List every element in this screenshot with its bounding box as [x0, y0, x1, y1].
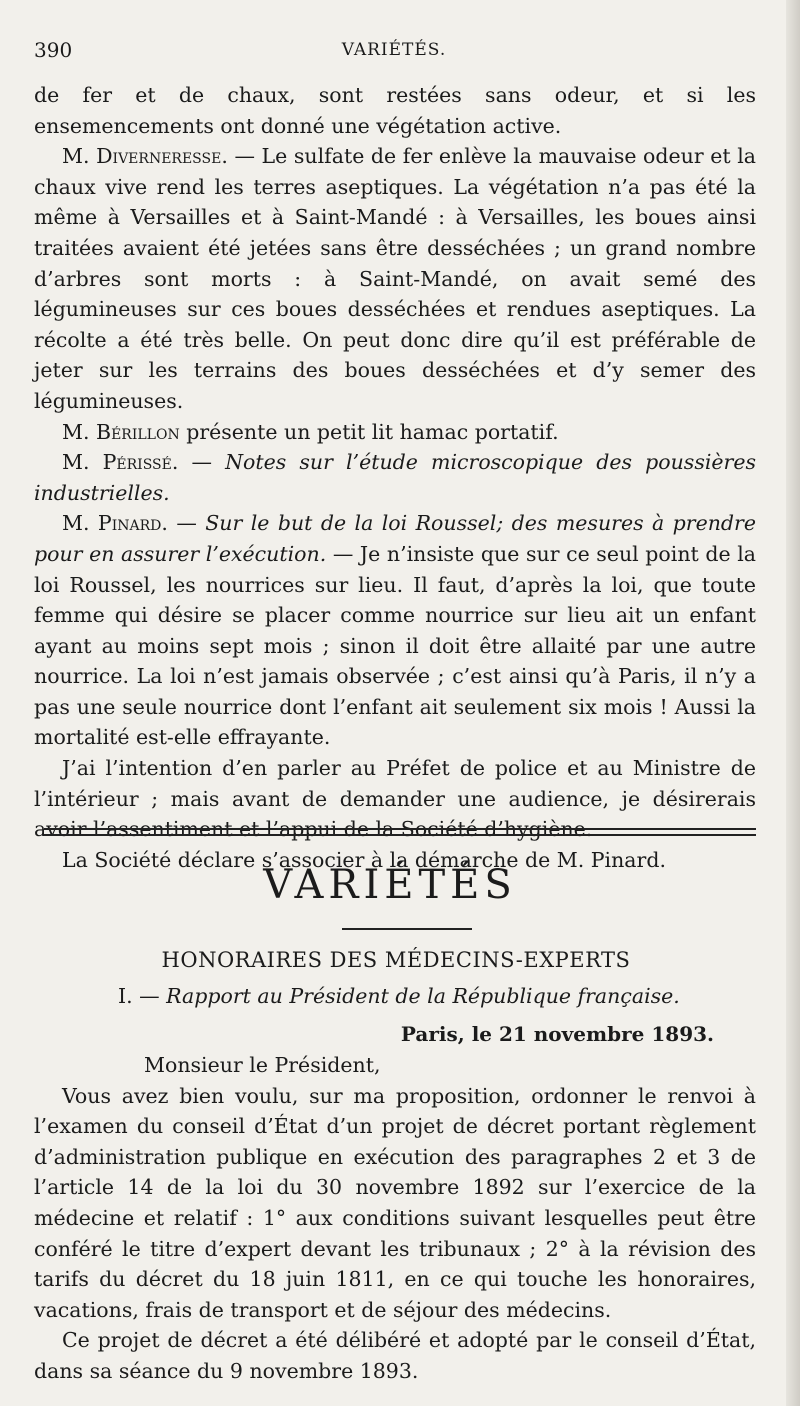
speech-text: présente un petit lit hamac portatif. [179, 419, 559, 444]
page-edge-shadow [786, 0, 800, 1406]
letter-date: Paris, le 21 novembre 1893. [400, 1022, 714, 1046]
speaker-name: M. Périssé. [62, 450, 179, 475]
double-rule-bottom [44, 834, 756, 836]
section-subtitle: HONORAIRES DES MÉDECINS-EXPERTS [161, 948, 631, 972]
paragraph-continuation: de fer et de chaux, sont restées sans odeur, et si les ensemencements ont donné une végétation active. [34, 83, 756, 138]
paragraph-pinard-2: J’ai l’intention d’en parler au Préfet de police et au Ministre de l’intérieur ; mais avant de demander une audience, je désirerais avoir l’assentiment et l’appui de la Société d’hygiène. [34, 756, 756, 842]
page-number: 390 [34, 38, 73, 62]
title-underline [342, 928, 472, 930]
rapport-heading [118, 984, 680, 1008]
double-rule-top [44, 828, 756, 830]
running-header [34, 38, 754, 66]
speaker-name: M. Bérillon [62, 419, 180, 444]
speaker-name: M. Pinard. [62, 511, 168, 536]
paragraph-perisse [34, 447, 756, 508]
paragraph-berillon [34, 417, 756, 448]
running-title: VARIÉTÉS. [341, 40, 447, 60]
rapport-number: I. — [118, 984, 167, 1008]
letter-paragraph-2: Ce projet de décret a été délibéré et adopté par le conseil d’État, dans sa séance du 9 novembre 1893. [34, 1328, 756, 1383]
top-text-block [34, 80, 756, 875]
rapport-title: Rapport au Président de la République française. [166, 984, 680, 1008]
speaker-name: M. Diverneresse. [62, 144, 228, 169]
communication-title: Sur le but de la loi Roussel; des mesures à prendre pour en assurer l’exécution. [34, 511, 756, 566]
salutation: Monsieur le Président, [144, 1053, 381, 1077]
paragraph-diverneresse [34, 141, 756, 416]
paragraph-pinard [34, 508, 756, 753]
paragraph-societe: La Société déclare s’associer à la démarche de M. Pinard. [62, 847, 666, 872]
dash: — [167, 511, 206, 536]
dash: — [178, 450, 226, 475]
letter-paragraph-1: Vous avez bien voulu, sur ma proposition, ordonner le renvoi à l’examen du conseil d’État d’un projet de décret portant règlement d’administration publique en exécution des paragraphes 2 et 3 de l’article 14 de la loi du 30 novembre 1892 sur l’exercice de la médecine et relatif : 1° aux conditions suivant lesquelles peut être conféré le titre d’expert devant les tribunaux ; 2° à la révision des tarifs du décret du 18 juin 1811, en ce qui touche les honoraires, vacations, frais de transport et de séjour des médecins. [34, 1083, 756, 1322]
speech-text: — Je n’insiste que sur ce seul point de la loi Roussel, les nourrices sur lieu. Il faut, d’après la loi, que toute femme qui désire se placer comme nourrice sur lieu ait un enfant ayant au moins sept mois ; sinon il doit être allaité par une autre nourrice. La loi n’est jamais observée ; c’est ainsi qu’à Paris, il n’y a pas une seule nourrice dont l’enfant ait seulement six mois ! Aussi la mortalité est-elle effrayante. [34, 541, 756, 750]
speech-text: — Le sulfate de fer enlève la mauvaise odeur et la chaux vive rend les terres aseptiques. La végétation n’a pas été la même à Versailles et à Saint-Mandé : à Versailles, les boues ainsi traitées avaient été jetées sans être desséchées ; un grand nombre d’arbres sont morts : à Saint-Mandé, on avait semé des légumineuses sur ces boues desséchées et rendues aseptiques. La récolte a été très belle. On peut donc dire qu’il est préférable de jeter sur les terrains des boues desséchées et d’y semer des légumineuses. [34, 144, 756, 413]
communication-title: Notes sur l’étude microscopique des poussières industrielles. [34, 450, 756, 505]
letter-body [34, 1050, 756, 1387]
section-title: VARIÉTÉS [263, 862, 517, 908]
